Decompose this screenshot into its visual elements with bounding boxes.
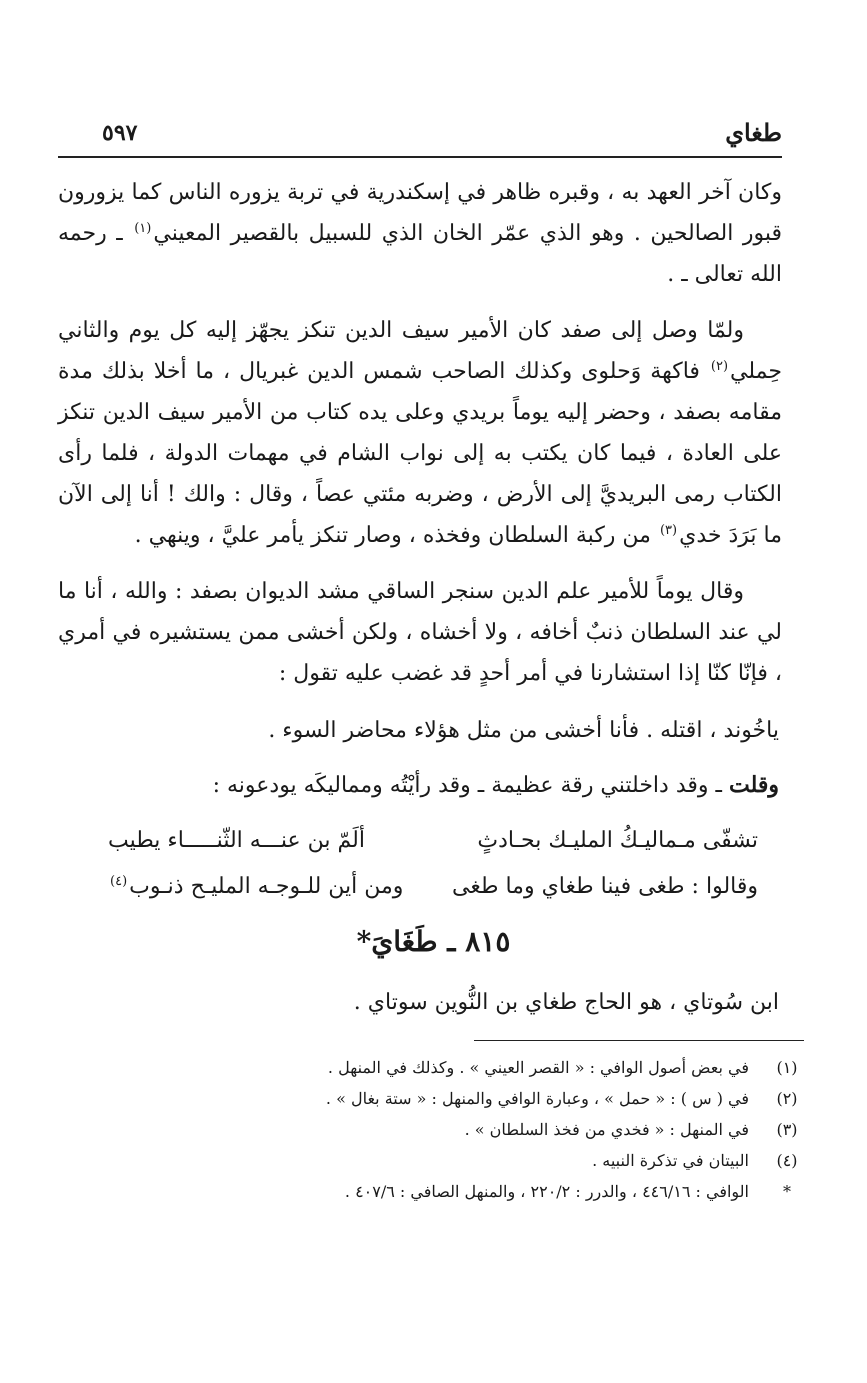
- footnote-number: (٣): [776, 1120, 798, 1139]
- footnote-text: الوافي : ٤٤٦/١٦ ، والدرر : ٢٢٠/٢ ، والمنهل الصافي : ٤٠٧/٦ .: [344, 1182, 749, 1201]
- page-header: [58, 118, 782, 158]
- paragraph-2: [58, 310, 782, 556]
- verse-2-first-hemistich: وقالوا : طغى فينا طغاي وما طغى: [452, 874, 758, 899]
- verse-1-second-hemistich: ألَمّ بن عنـــه الثّنـــــاء يطيب: [108, 828, 365, 853]
- verse-line-2: [108, 874, 758, 918]
- footnote-number: (٢): [776, 1089, 798, 1108]
- footnote-marker-2: (٢): [710, 358, 729, 374]
- footnote-item: [47, 1114, 807, 1145]
- footnote-marker-4: (٤): [110, 873, 128, 889]
- footnote-item: [47, 1083, 807, 1114]
- footnote-number: (٤): [776, 1151, 798, 1170]
- footnote-marker-3: (٣): [659, 522, 678, 538]
- paragraph-3: [58, 571, 782, 694]
- footnote-text: في المنهل : « فخدي من فخذ السلطان » .: [464, 1120, 749, 1139]
- footnote-number: *: [783, 1182, 791, 1201]
- paragraph-2-text-b: فاكهة وَحلوى وكذلك الصاحب شمس الدين غبريال ، ما أخلا بذلك مدة مقامه بصفد ، وحضر إليه يوماً بريدي وعلى يده كتاب من الأمير سيف الدين تنكز على العادة ، فيما كان يكتب به إلى نواب الشام في مهمات الدولة ، فلما رأى الكتاب رمى البريديَّ إلى الأرض ، وضربه مئتي عصاً ، وقال : والك ! أنا إلى الآن ما بَرَدَ خدي: [58, 359, 782, 548]
- running-title: طغاي: [725, 118, 782, 147]
- paragraph-1-text-b: ـ رحمه الله تعالى ـ .: [58, 221, 782, 287]
- footnote-item: [47, 1176, 807, 1207]
- main-text: [58, 172, 782, 694]
- footnote-item: [47, 1052, 807, 1083]
- verse-line-1: [108, 828, 758, 872]
- verse-2-second-text: ومن أين للـوجـه المليـح ذنـوب: [129, 874, 404, 899]
- footnote-item: [47, 1145, 807, 1176]
- footnotes: [47, 1052, 807, 1207]
- paragraph-1: [58, 172, 782, 295]
- paragraph-3-text: وقال يوماً للأمير علم الدين سنجر الساقي مشد الديوان بصفد : والله ، أنا ما لي عند السلطان ذنبٌ أخافه ، ولا أخشاه ، ولكن أخشى ممن يستشيره في أمري ، فإنّا كنّا إذا استشارنا في أمر أحدٍ قد غضب عليه تقول :: [58, 579, 782, 686]
- entry-heading: ٨١٥ ـ طَغَايَ*: [356, 925, 511, 958]
- quote-line-2: [213, 772, 779, 798]
- footnote-number: (١): [776, 1058, 798, 1077]
- footnote-text: البيتان في تذكرة النبيه .: [592, 1151, 749, 1170]
- paragraph-1-text-a: وكان آخر العهد به ، وقبره ظاهر في إسكندرية في تربة يزوره الناس كما يزورون قبور الصالحين . وهو الذي عمّر الخان الذي للسبيل بالقصير المعيني: [58, 180, 782, 246]
- verse-1-first-hemistich: تشفّى مـماليـكُ المليـك بحـادثٍ: [477, 828, 758, 853]
- footnote-marker-1: (١): [134, 220, 152, 236]
- verse-2-second-hemistich: [108, 874, 403, 899]
- footnote-divider: [474, 1040, 804, 1041]
- quote-line-1: ياخُوند ، اقتله . فأنا أخشى من مثل هؤلاء محاضر السوء .: [268, 718, 779, 743]
- footnote-text: في بعض أصول الوافي : « القصر العيني » . وكذلك في المنهل .: [327, 1058, 749, 1077]
- paragraph-2-text-a: ولمّا وصل إلى صفد كان الأمير سيف الدين تنكز يجهّز إليه كل يوم والثاني حِملي: [58, 318, 782, 384]
- quote-line-2-rest: ـ وقد داخلتني رقة عظيمة ـ وقد رأيْتُه ومماليكَه يودعونه :: [212, 773, 722, 798]
- quote-line-2-bold: وقلت: [728, 772, 779, 798]
- page-number: ٥٩٧: [102, 120, 138, 146]
- footnote-text: في ( س ) : « حمل » ، وعبارة الوافي والمنهل : « ستة بغال » .: [325, 1089, 749, 1108]
- paragraph-2-text-c: من ركبة السلطان وفخذه ، وصار تنكز يأمر عليَّ ، وينهي .: [134, 523, 651, 548]
- entry-intro-line: ابن سُوتاي ، هو الحاج طغاي بن النُّوين سوتاي .: [353, 990, 779, 1015]
